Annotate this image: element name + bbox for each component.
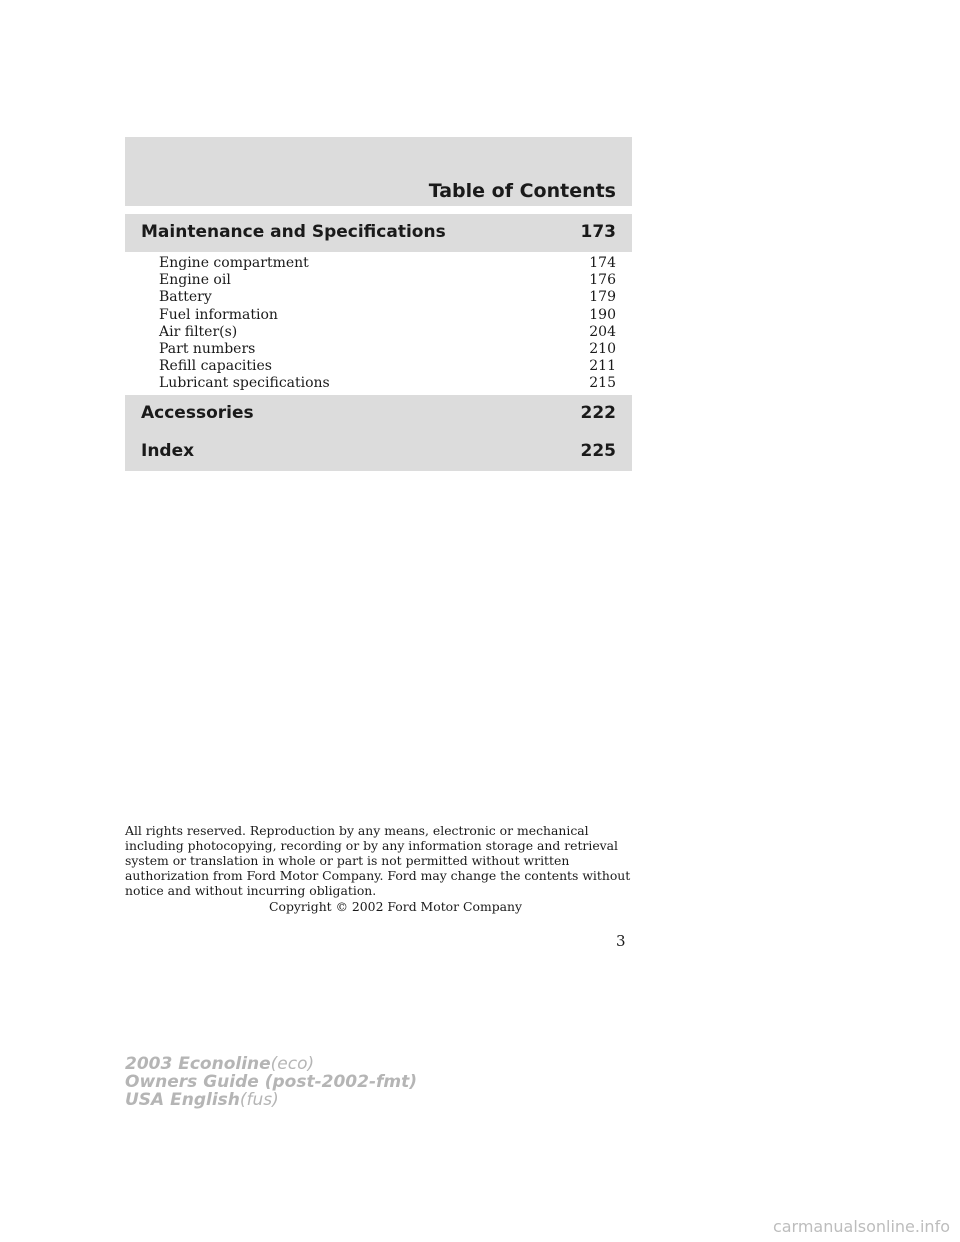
section-label: Maintenance and Specifications: [141, 222, 446, 242]
entry-page: 174: [589, 255, 616, 271]
section-page: 173: [580, 222, 616, 242]
entry-item[interactable]: [159, 307, 616, 324]
footer-language-code: (fus): [239, 1090, 279, 1110]
legal-notice: All rights reserved. Reproduction by any means, electronic or mechanical including photocopying, recording or by any information storage and retrieval system or translation in whole or part is not permitted without written authorization from Ford Motor Company. Ford may change the contents without notice and without incurring obligation.: [125, 823, 631, 898]
page-number: 3: [616, 932, 626, 950]
entry-list: [159, 255, 616, 393]
footer-language: USA English: [125, 1090, 240, 1110]
section-page: 222: [580, 403, 616, 423]
site-watermark: carmanualsonline.info: [772, 1217, 950, 1236]
footer-model-code: (eco): [270, 1054, 315, 1074]
footer-guide: Owners Guide (post-2002-fmt): [125, 1072, 418, 1092]
entry-item[interactable]: [159, 375, 616, 392]
header-band: [125, 137, 632, 206]
copyright-notice: Copyright © 2002 Ford Motor Company: [269, 899, 522, 914]
entry-page: 179: [589, 289, 616, 306]
section-index[interactable]: [125, 433, 632, 471]
entry-label: Lubricant specifications: [159, 375, 330, 392]
entry-label: Fuel information: [159, 306, 278, 323]
entry-page: 215: [589, 375, 616, 392]
section-accessories[interactable]: [125, 395, 632, 433]
entry-item[interactable]: [159, 341, 616, 358]
entry-label: Engine compartment: [159, 255, 309, 271]
entry-page: 176: [589, 272, 616, 289]
footer-line-1: [125, 1055, 417, 1073]
entry-item[interactable]: [159, 358, 616, 375]
entry-page: 211: [589, 358, 616, 375]
page-title: Table of Contents: [428, 180, 616, 202]
entry-label: Engine oil: [159, 272, 231, 289]
section-label: Accessories: [141, 403, 254, 423]
entry-item[interactable]: [159, 324, 616, 341]
entry-page: 190: [589, 306, 616, 323]
entry-label: Air filter(s): [159, 323, 238, 340]
entry-item[interactable]: [159, 272, 616, 289]
section-maintenance[interactable]: [125, 214, 632, 252]
entry-page: 204: [589, 323, 616, 340]
entry-label: Refill capacities: [159, 358, 272, 375]
entry-item[interactable]: [159, 289, 616, 306]
section-label: Index: [141, 441, 195, 461]
footer-line-3: [125, 1091, 417, 1109]
document-footer: [125, 1055, 417, 1109]
footer-model: 2003 Econoline: [125, 1054, 271, 1074]
entry-item[interactable]: [159, 255, 616, 272]
footer-line-2: [125, 1073, 417, 1091]
entry-label: Battery: [159, 289, 212, 306]
entry-page: 210: [589, 340, 616, 357]
section-page: 225: [580, 441, 616, 461]
entry-label: Part numbers: [159, 340, 256, 357]
